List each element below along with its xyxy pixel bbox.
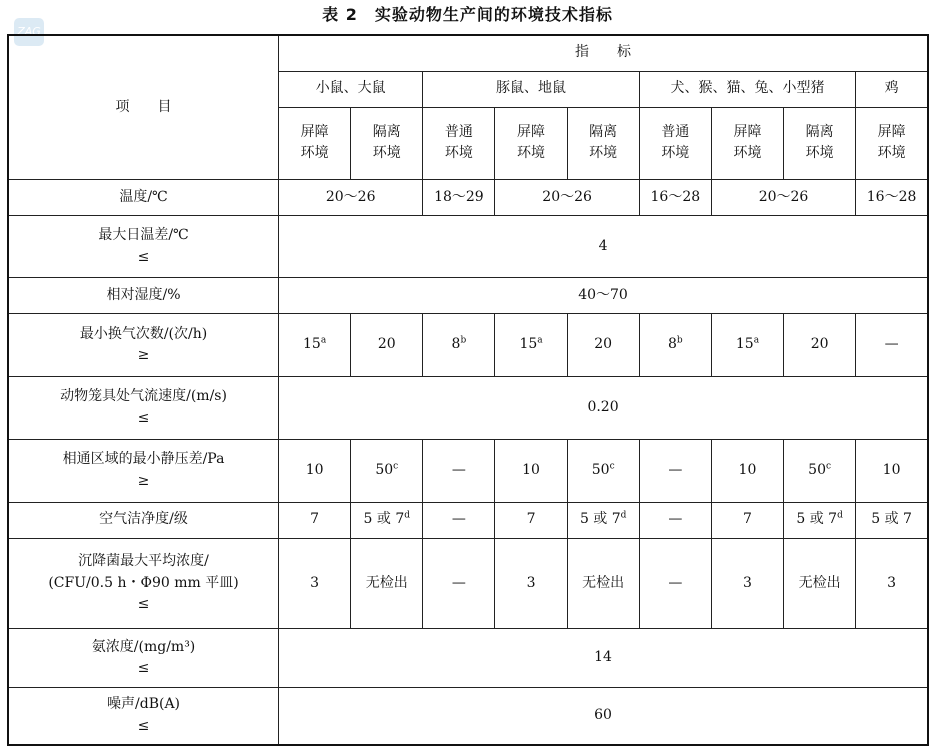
- row-label: 相通区域的最小静压差/Pa ≥: [8, 439, 279, 502]
- cell-value: 无检出: [351, 538, 423, 628]
- cell-value: 60: [279, 688, 928, 745]
- header-indicator: 指 标: [279, 35, 928, 71]
- cell-value: 15$^a$: [495, 314, 567, 377]
- cell-value: 50$^c$: [351, 439, 423, 502]
- header-item-cell: 项 目: [8, 35, 279, 179]
- env-header: 普通 环境: [423, 107, 495, 179]
- row-label: 温度/℃: [8, 179, 279, 215]
- cell-value: 18～29: [423, 179, 495, 215]
- cell-value: —: [423, 538, 495, 628]
- cell-value: 3: [495, 538, 567, 628]
- cell-value: 10: [856, 439, 928, 502]
- cell-value: 7: [711, 502, 783, 538]
- row-label: 沉降菌最大平均浓度/ (CFU/0.5 h・Φ90 mm 平皿) ≤: [8, 538, 279, 628]
- row-label: 氨浓度/(mg/m³) ≤: [8, 629, 279, 688]
- row-daily-temp-diff: [8, 215, 928, 277]
- env-header: 屏障 环境: [279, 107, 351, 179]
- env-header: 隔离 环境: [567, 107, 639, 179]
- group-dog-monkey-cat-rabbit-pig: 犬、猴、猫、兔、小型猪: [639, 71, 855, 107]
- env-header: 普通 环境: [639, 107, 711, 179]
- cell-value: 10: [495, 439, 567, 502]
- cell-value: 5 或 7$^d$: [567, 502, 639, 538]
- row-air-change: [8, 314, 928, 377]
- cell-value: 3: [279, 538, 351, 628]
- cell-value: 5 或 7$^d$: [784, 502, 856, 538]
- row-airflow: [8, 377, 928, 439]
- env-header: 屏障 环境: [856, 107, 928, 179]
- cell-value: 5 或 7$^d$: [351, 502, 423, 538]
- group-guinea-hamster: 豚鼠、地鼠: [423, 71, 639, 107]
- cell-value: —: [423, 439, 495, 502]
- row-noise: [8, 688, 928, 745]
- cell-value: —: [639, 538, 711, 628]
- cell-value: 8$^b$: [423, 314, 495, 377]
- cell-value: 16～28: [639, 179, 711, 215]
- cell-value: 50$^c$: [784, 439, 856, 502]
- cell-value: 16～28: [856, 179, 928, 215]
- row-label: 最大日温差/℃ ≤: [8, 215, 279, 277]
- watermark-text: ZAG: [17, 25, 41, 38]
- cell-value: 20: [351, 314, 423, 377]
- cell-value: 8$^b$: [639, 314, 711, 377]
- cell-value: —: [423, 502, 495, 538]
- cell-value: 7: [279, 502, 351, 538]
- header-row-indicator: [8, 35, 928, 71]
- cell-value: 4: [279, 215, 928, 277]
- row-cleanliness: [8, 502, 928, 538]
- cell-value: 3: [711, 538, 783, 628]
- cell-value: 无检出: [567, 538, 639, 628]
- cell-value: 7: [495, 502, 567, 538]
- cell-value: 无检出: [784, 538, 856, 628]
- cell-value: —: [639, 502, 711, 538]
- row-bacteria: [8, 538, 928, 628]
- row-label: 空气洁净度/级: [8, 502, 279, 538]
- cell-value: 20: [784, 314, 856, 377]
- cell-value: —: [639, 439, 711, 502]
- cell-value: 20: [567, 314, 639, 377]
- cell-value: 10: [711, 439, 783, 502]
- environment-spec-table: [7, 34, 929, 746]
- row-ammonia: [8, 629, 928, 688]
- cell-value: 40～70: [279, 278, 928, 314]
- cell-value: 20～26: [495, 179, 639, 215]
- row-label: 动物笼具处气流速度/(m/s) ≤: [8, 377, 279, 439]
- row-label: 相对湿度/%: [8, 278, 279, 314]
- cell-value: 20～26: [711, 179, 855, 215]
- row-static-pressure: [8, 439, 928, 502]
- cell-value: 5 或 7: [856, 502, 928, 538]
- env-header: 屏障 环境: [495, 107, 567, 179]
- cell-value: 20～26: [279, 179, 423, 215]
- table-caption: 表 2 实验动物生产间的环境技术指标: [322, 5, 613, 24]
- row-label: 最小换气次数/(次/h) ≥: [8, 314, 279, 377]
- cell-value: 50$^c$: [567, 439, 639, 502]
- cell-value: 14: [279, 629, 928, 688]
- cell-value: 15$^a$: [279, 314, 351, 377]
- env-header: 隔离 环境: [784, 107, 856, 179]
- cell-value: —: [856, 314, 928, 377]
- group-mouse-rat: 小鼠、大鼠: [279, 71, 423, 107]
- row-label: 噪声/dB(A) ≤: [8, 688, 279, 745]
- env-header: 屏障 环境: [711, 107, 783, 179]
- env-header: 隔离 环境: [351, 107, 423, 179]
- group-chicken: 鸡: [856, 71, 928, 107]
- cell-value: 3: [856, 538, 928, 628]
- cell-value: 10: [279, 439, 351, 502]
- cell-value: 0.20: [279, 377, 928, 439]
- row-temperature: [8, 179, 928, 215]
- cell-value: 15$^a$: [711, 314, 783, 377]
- row-humidity: [8, 278, 928, 314]
